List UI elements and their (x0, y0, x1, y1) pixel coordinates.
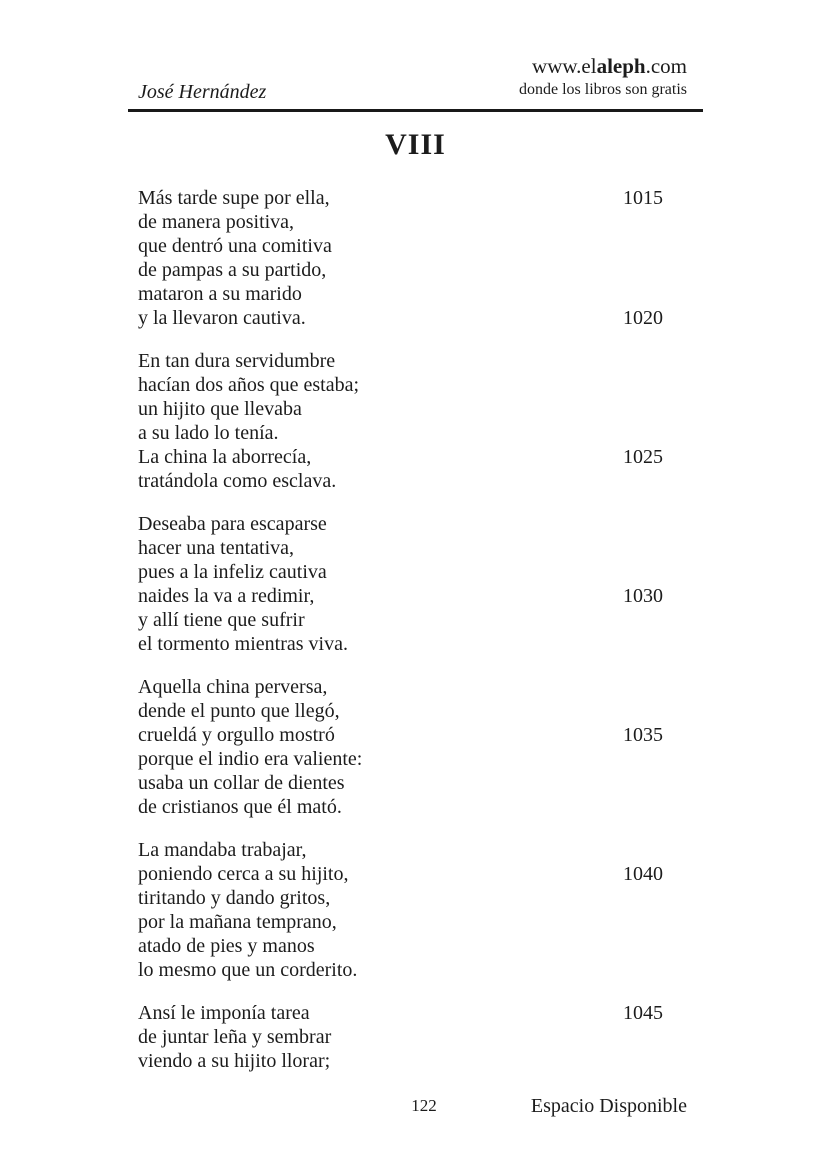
poem-line-text: el tormento mientras viva. (138, 633, 348, 655)
verse-number: 1020 (623, 307, 663, 329)
poem-line (138, 699, 663, 723)
poem-line-text: de cristianos que él mató. (138, 796, 342, 818)
poem-line-text: de juntar leña y sembrar (138, 1026, 332, 1048)
poem-line (138, 469, 663, 493)
chapter-title: VIII (385, 128, 446, 161)
poem-line-text: hacer una tentativa, (138, 537, 295, 559)
poem-line (138, 234, 663, 258)
poem-line (138, 306, 663, 330)
poem-line (138, 771, 663, 795)
poem-line (138, 795, 663, 819)
poem-line-text: naides la va a redimir, (138, 585, 315, 607)
verse-number: 1015 (623, 187, 663, 209)
poem-line-text: pues a la infeliz cautiva (138, 561, 327, 583)
verse-number: 1025 (623, 446, 663, 468)
poem-line-text: lo mesmo que un corderito. (138, 959, 358, 981)
poem-line-text: un hijito que llevaba (138, 398, 302, 420)
stanza (138, 512, 663, 656)
poem-line (138, 445, 663, 469)
site-url (519, 54, 687, 78)
poem-line-text: y la llevaron cautiva. (138, 307, 306, 329)
header-author: José Hernández (138, 81, 267, 103)
poem-line-text: dende el punto que llegó, (138, 700, 340, 722)
poem-line (138, 186, 663, 210)
footer-note: Espacio Disponible (530, 1095, 687, 1117)
poem-line-text: Más tarde supe por ella, (138, 187, 330, 209)
poem-line (138, 675, 663, 699)
site-url-bold: aleph (596, 54, 646, 78)
verse-number: 1045 (623, 1002, 663, 1024)
header-site-block (519, 54, 687, 102)
poem-line-text: hacían dos años que estaba; (138, 374, 360, 396)
poem-line (138, 258, 663, 282)
verse-number: 1040 (623, 863, 663, 885)
poem-line-text: usaba un collar de dientes (138, 772, 345, 794)
poem-body (138, 186, 663, 1092)
stanza (138, 1001, 663, 1073)
poem-line-text: a su lado lo tenía. (138, 422, 279, 444)
poem-line-text: de manera positiva, (138, 211, 295, 233)
header-rule (128, 109, 703, 112)
poem-line-text: Ansí le imponía tarea (138, 1002, 310, 1024)
poem-line (138, 910, 663, 934)
poem-line (138, 608, 663, 632)
poem-line-text: que dentró una comitiva (138, 235, 332, 257)
poem-line-text: tratándola como esclava. (138, 470, 337, 492)
site-tagline: donde los libros son gratis (519, 81, 687, 98)
poem-line (138, 560, 663, 584)
poem-line-text: tiritando y dando gritos, (138, 887, 331, 909)
poem-line (138, 210, 663, 234)
poem-line (138, 632, 663, 656)
poem-line-text: En tan dura servidumbre (138, 350, 336, 372)
poem-line (138, 886, 663, 910)
verse-number: 1035 (623, 724, 663, 746)
poem-line-text: La china la aborrecía, (138, 446, 312, 468)
poem-line (138, 862, 663, 886)
poem-line-text: Deseaba para escaparse (138, 513, 327, 535)
poem-line (138, 373, 663, 397)
poem-line (138, 747, 663, 771)
poem-line-text: por la mañana temprano, (138, 911, 337, 933)
poem-line (138, 934, 663, 958)
poem-line (138, 536, 663, 560)
poem-line (138, 349, 663, 373)
poem-line (138, 584, 663, 608)
poem-line (138, 1049, 663, 1073)
site-url-prefix: www.el (532, 54, 597, 78)
poem-line-text: de pampas a su partido, (138, 259, 327, 281)
stanza (138, 349, 663, 493)
poem-line-text: La mandaba trabajar, (138, 839, 307, 861)
poem-line-text: mataron a su marido (138, 283, 302, 305)
poem-line-text: porque el indio era valiente: (138, 748, 363, 770)
stanza (138, 838, 663, 982)
verse-number: 1030 (623, 585, 663, 607)
poem-line-text: atado de pies y manos (138, 935, 315, 957)
stanza (138, 675, 663, 819)
poem-line (138, 282, 663, 306)
poem-line-text: poniendo cerca a su hijito, (138, 863, 349, 885)
poem-line (138, 838, 663, 862)
poem-line (138, 397, 663, 421)
poem-line (138, 1001, 663, 1025)
stanza (138, 186, 663, 330)
poem-line (138, 421, 663, 445)
poem-line-text: Aquella china perversa, (138, 676, 328, 698)
poem-line (138, 723, 663, 747)
poem-line (138, 1025, 663, 1049)
poem-line-text: viendo a su hijito llorar; (138, 1050, 331, 1072)
poem-line-text: crueldá y orgullo mostró (138, 724, 335, 746)
footer-page-number: 122 (411, 1096, 437, 1115)
poem-line-text: y allí tiene que sufrir (138, 609, 305, 631)
poem-line (138, 512, 663, 536)
poem-line (138, 958, 663, 982)
site-url-suffix: .com (645, 54, 687, 78)
